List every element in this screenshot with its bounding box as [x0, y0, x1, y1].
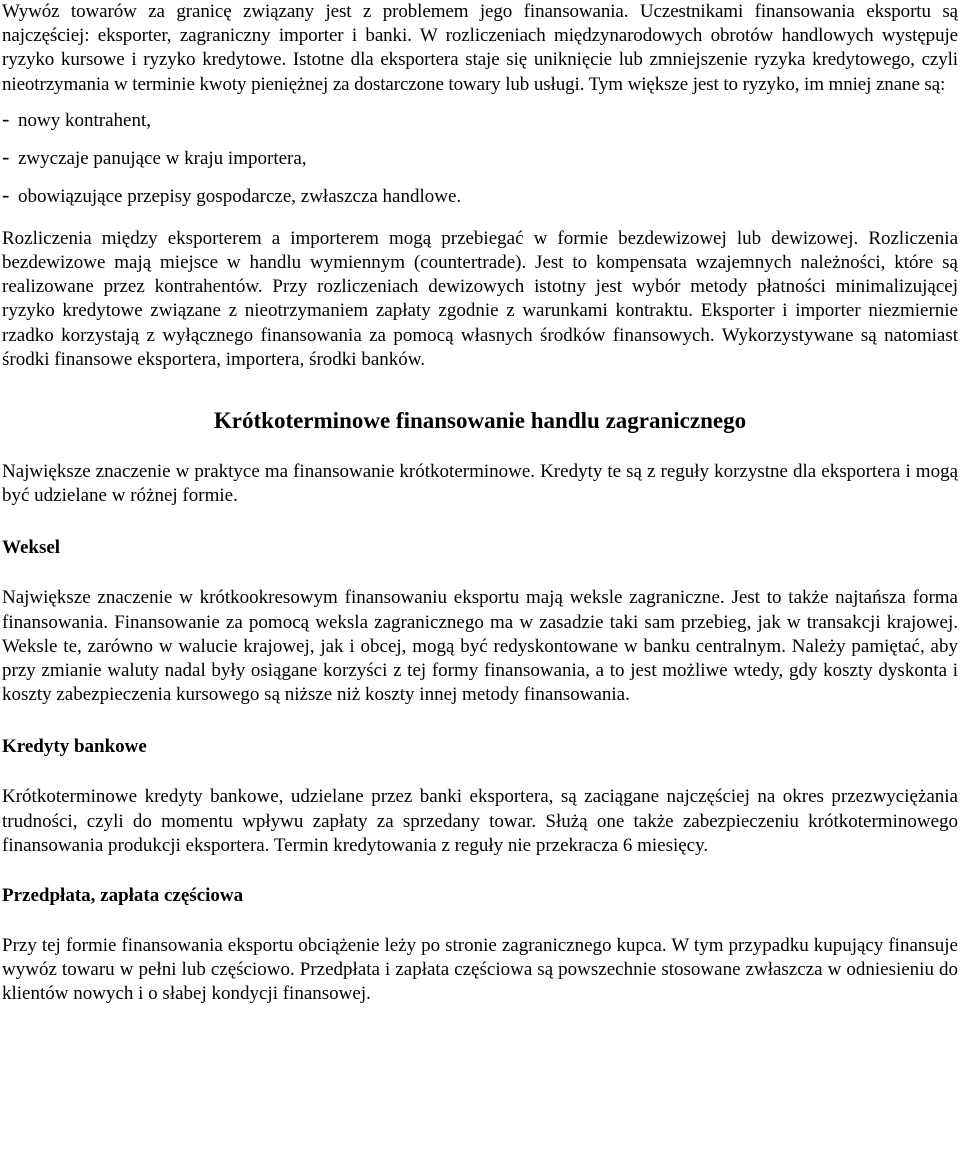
list-item: [2, 139, 958, 177]
list-item: [2, 177, 958, 215]
kredyty-paragraph: Krótkoterminowe kredyty bankowe, udzielane przez banki eksportera, są zaciągane najczęściej na okres przezwyciężania trudności, czyli do momentu wpływu zapłaty za sprzedany towar. Służą one także zabezpieczeniu krótkoterminowego finansowania produkcji eksportera. Termin kredytowania z reguły nie przekracza 6 miesięcy.: [2, 786, 958, 856]
section-intro-paragraph: Największe znaczenie w praktyce ma finansowanie krótkoterminowe. Kredyty te są z reguły korzystne dla eksportera i mogą być udzielane w różnej formie.: [2, 461, 958, 507]
risk-factors-list: [2, 101, 958, 215]
list-dash: -: [2, 143, 10, 169]
przedplata-paragraph: Przy tej formie finansowania eksportu obciążenie leży po stronie zagranicznego kupca. W tym przypadku kupujący finansuje wywóz towaru w pełni lub częściowo. Przedpłata i zapłata częściowa są powszechnie stosowane zwłaszcza w odniesieniu do klientów nowych i o słabej kondycji finansowej.: [2, 935, 958, 1005]
przedplata-heading: Przedpłata, zapłata częściowa: [2, 885, 244, 907]
list-dash: -: [2, 105, 10, 131]
weksel-heading: Weksel: [2, 537, 61, 559]
weksel-paragraph: Największe znaczenie w krótkookresowym finansowaniu eksportu mają weksle zagraniczne. Jest to także najtańsza forma finansowania. Finansowanie za pomocą weksla zagranicznego ma w zasadzie taki sam przebieg, jak w transakcji krajowej. Weksle te, zarówno w walucie krajowej, jak i obcej, mogą być redyskontowane w banku centralnym. Należy pamiętać, aby przy zmianie waluty nadal były osiągane korzyści z tej formy finansowania, a to jest możliwe wtedy, gdy koszty dyskonta i koszty zabezpieczenia kursowego są niższe niż koszty innej metody finansowania.: [2, 587, 958, 706]
list-item: [2, 101, 958, 139]
list-dash: -: [2, 181, 10, 207]
kredyty-heading: Kredyty bankowe: [2, 736, 147, 758]
list-item-text: nowy kontrahent,: [18, 109, 151, 131]
list-item-text: zwyczaje panujące w kraju importera,: [18, 147, 307, 169]
intro-paragraph: Wywóz towarów za granicę związany jest z problemem jego finansowania. Uczestnikami finansowania eksportu są najczęściej: eksporter, zagraniczny importer i banki. W rozliczeniach międzynarodowych obrotów handlowych występuje ryzyko kursowe i ryzyko kredytowe. Istotne dla eksportera staje się uniknięcie lub zmniejszenie ryzyka kredytowego, czyli nieotrzymania w terminie kwoty pieniężnej za dostarczone towary lub usługi. Tym większe jest to ryzyko, im mniej znane są:: [2, 1, 958, 95]
settlements-paragraph: Rozliczenia między eksporterem a importerem mogą przebiegać w formie bezdewizowej lub dewizowej. Rozliczenia bezdewizowe mają miejsce w handlu wymiennym (countertrade). Jest to kompensata wzajemnych należności, które są realizowane przez kontrahentów. Przy rozliczeniach dewizowych istotny jest wybór metody płatności minimalizującej ryzyko kredytowe związane z nieotrzymaniem zapłaty zgodnie z warunkami kontraktu. Eksporter i importer niezmiernie rzadko korzystają z wyłącznego finansowania za pomocą własnych środków finansowych. Wykorzystywane są natomiast środki finansowe eksportera, importera, środki banków.: [2, 227, 958, 370]
section-title: Krótkoterminowe finansowanie handlu zagranicznego: [213, 408, 747, 434]
list-item-text: obowiązujące przepisy gospodarcze, zwłaszcza handlowe.: [18, 185, 462, 207]
